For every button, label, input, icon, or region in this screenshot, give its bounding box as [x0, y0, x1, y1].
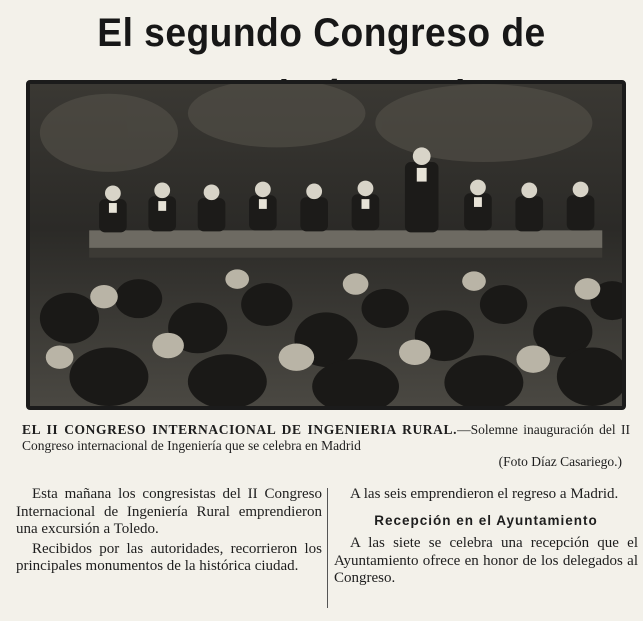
photo-credit: (Foto Díaz Casariego.): [498, 454, 622, 469]
caption-title: EL II CONGRESO INTERNACIONAL DE INGENIERIA RURAL.: [22, 422, 458, 437]
article-paragraph: A las seis emprendieron el regreso a Madrid.: [350, 486, 619, 502]
article-paragraph: Esta mañana los congresistas del II Congreso Internacional de Ingeniería Rural emprendieron una excursión a Toledo.: [16, 486, 322, 537]
subheading: Recepción en el Ayuntamiento: [374, 512, 598, 528]
caption-body: —Solemne inauguración del II Congreso internacional de Ingeniería que se celebra en Madrid: [22, 422, 631, 453]
headline: El segundo Congreso de: [97, 11, 546, 55]
photo-caption: [22, 422, 630, 470]
assembly-photo: [26, 80, 626, 410]
article-column-right: [334, 486, 638, 590]
column-divider: [327, 488, 328, 608]
article-paragraph: Recibidos por las autoridades, recorrieron los principales monumentos de la histórica ciudad.: [16, 540, 322, 574]
article-column-left: [16, 486, 322, 578]
article-paragraph: A las siete se celebra una recepción que el Ayuntamiento ofrece en honor de los delegados al Congreso.: [334, 535, 638, 586]
